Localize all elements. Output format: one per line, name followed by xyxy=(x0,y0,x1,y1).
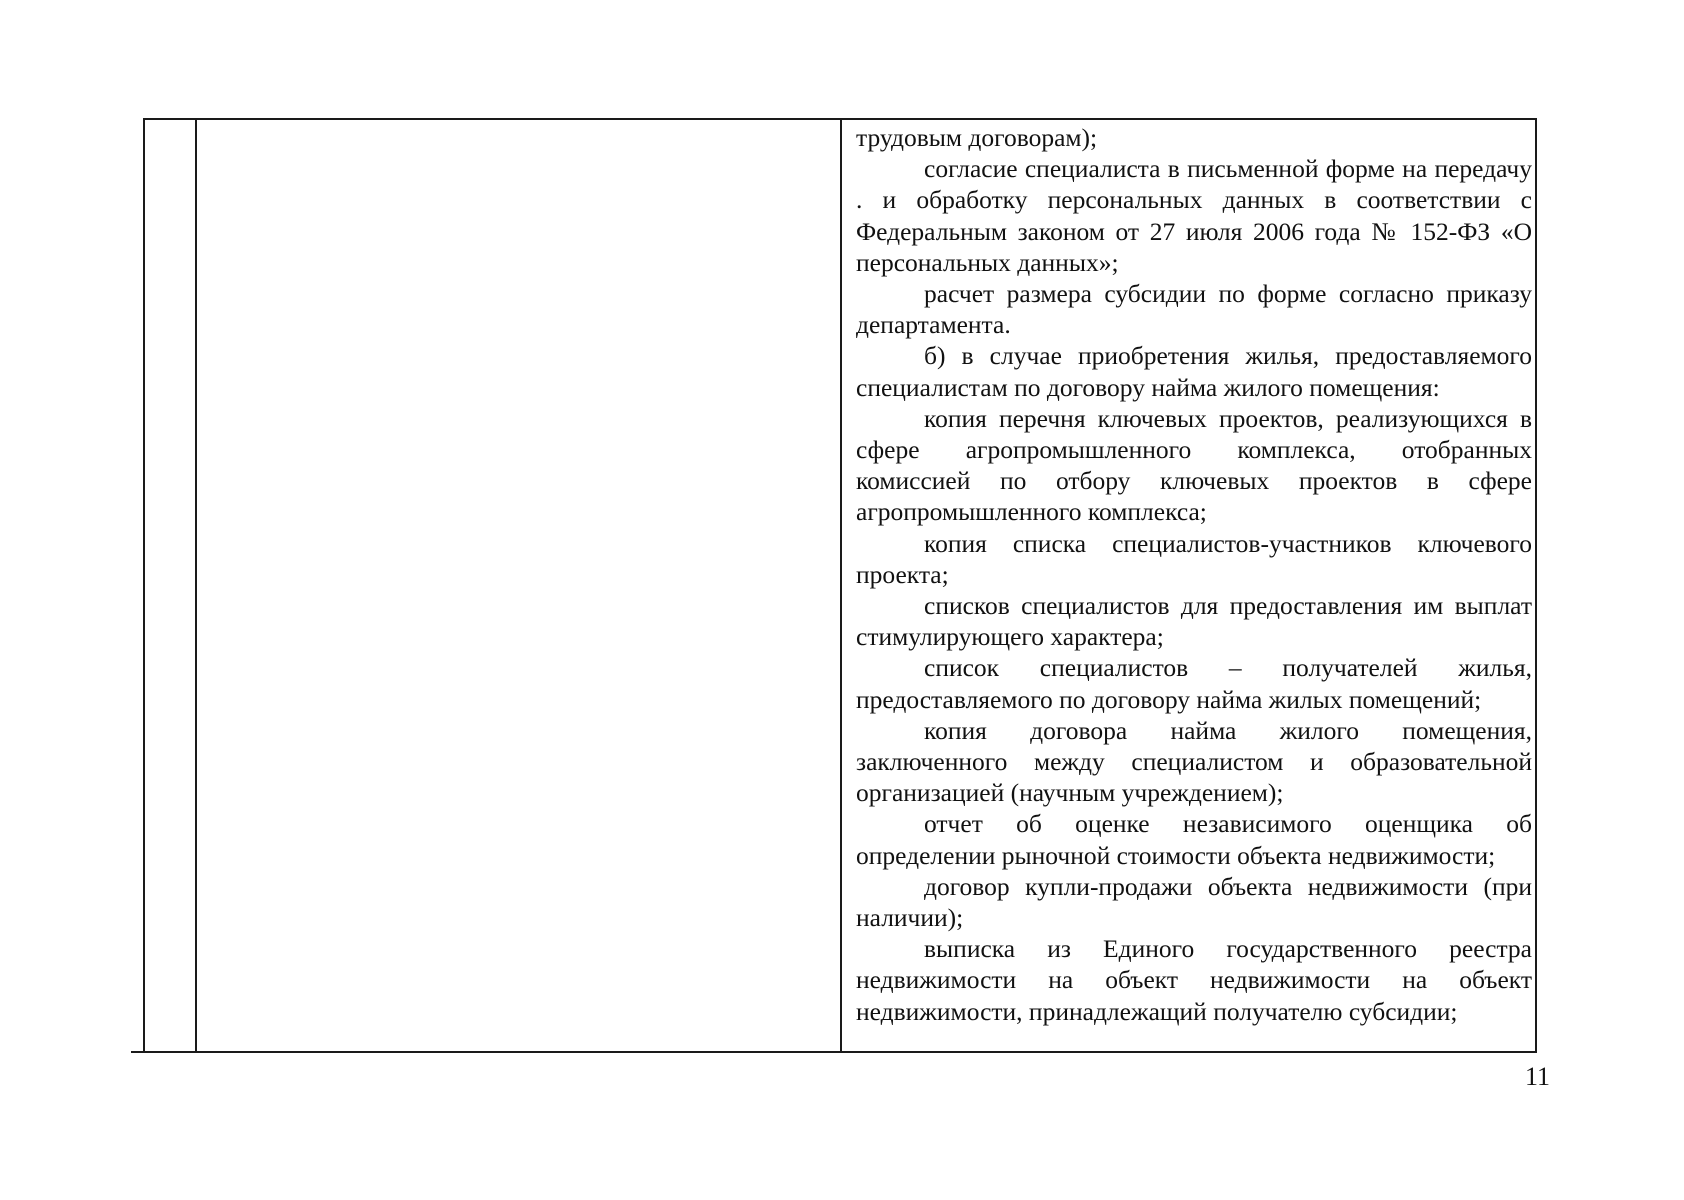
table-column-divider xyxy=(195,118,197,1053)
paragraph: согласие специалиста в письменной форме на передачу . и обработку персональных данных в соответствии с Федеральным законом от 27 июля 2006 года № 152-ФЗ «О персональных данных»; xyxy=(856,154,1532,277)
paragraph: копия перечня ключевых проектов, реализующихся в сфере агропромышленного комплекса, отобранных комиссией по отбору ключевых проектов в сфере агропромышленного комплекса; xyxy=(856,403,1532,527)
paragraph: копия договора найма жилого помещения, заключенного между специалистом и образовательной организацией (научным учреждением); xyxy=(856,715,1532,808)
paragraph: выписка из Единого государственного реестра недвижимости на объект недвижимости на объект недвижимости, принадлежащий получателю субсидии; xyxy=(856,934,1532,1026)
paragraph: расчет размера субсидии по форме согласно приказу департамента. xyxy=(856,279,1532,340)
paragraph: копия списка специалистов-участников ключевого проекта; xyxy=(856,528,1532,589)
paragraph: отчет об оценке независимого оценщика об определении рыночной стоимости объекта недвижимости; xyxy=(856,809,1532,870)
table-border-bottom xyxy=(131,1051,1537,1053)
paragraph: трудовым договорам); xyxy=(856,123,1098,152)
table-border-left xyxy=(143,118,145,1053)
paragraph: договор купли-продажи объекта недвижимости (при наличии); xyxy=(856,871,1532,933)
paragraph: список специалистов – получателей жилья, предоставляемого по договору найма жилых помещений; xyxy=(856,653,1532,714)
paragraph: б) в случае приобретения жилья, предоставляемого специалистам по договору найма жилого помещения: xyxy=(856,341,1532,402)
page-number: 11 xyxy=(1524,1062,1550,1091)
table-border-right xyxy=(1535,118,1537,1053)
table-column-divider xyxy=(840,118,842,1053)
table-cell-text xyxy=(856,122,1532,1027)
paragraph: списков специалистов для предоставления им выплат стимулирующего характера; xyxy=(856,591,1532,652)
